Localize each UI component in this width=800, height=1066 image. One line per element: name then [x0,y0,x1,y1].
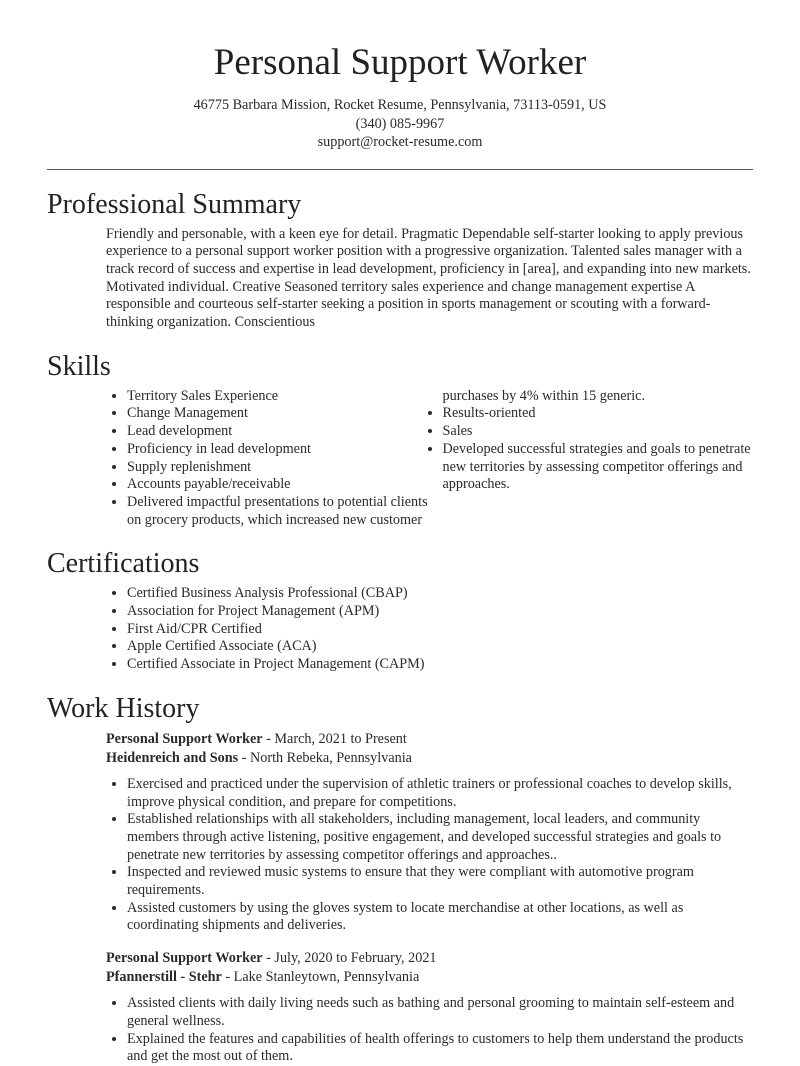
job-bullet: • Assisted customers by using the gloves system to locate merchandise at other locations, as well as coordinating shipments and deliveries. [127,900,753,935]
certifications-heading: Certifications [47,548,200,580]
header-divider [47,169,753,170]
job-bullet: • Established relationships with all stakeholders, including management, local leaders, and community members through active listening, positive engagement, and developed successful strategies and goals to penetrate new territories by assessing competitor offerings and approaches.. [127,811,753,864]
resume-title: Personal Support Worker [213,42,587,83]
skill-item: • Change Management [127,405,439,423]
certification-item: • First Aid/CPR Certified [127,621,753,639]
job-bullet: • Inspected and reviewed music systems to ensure that they were compliant with automotive program requirements. [127,864,753,899]
work-history [106,730,753,1066]
job-bullets [106,776,753,935]
job-bullet: • Assisted clients with daily living needs such as bathing and personal grooming to maintain self-esteem and general wellness. [127,995,753,1030]
summary-heading: Professional Summary [47,188,302,220]
skills-heading: Skills [47,350,111,382]
phone: (340) 085-9967 [355,115,445,132]
summary-text: Friendly and personable, with a keen eye for detail. Pragmatic Dependable self-starter looking to apply previous experience to a personal support worker position with a progressive organization. Talented sales manager with a track record of success and expertise in lead development, proficiency in [area], and expanding into new markets. Motivated individual. Creative Seasoned territory sales experience and change management expertise A responsible and courteous self-starter seeking a position in sports management or scouting with a forward-thinking organization. Conscientious [106,225,751,331]
job-company: Pfannerstill - Stehr [106,969,222,986]
work-history-heading: Work History [47,692,200,724]
skill-item: • Supply replenishment [127,459,439,477]
job-entry [106,730,753,935]
skill-item: • Accounts payable/receivable [127,476,439,494]
job-entry [106,949,753,1066]
certification-item: • Certified Associate in Project Management (CAPM) [127,656,753,674]
job-bullet: • Exercised and practiced under the supervision of athletic trainers or professional coaches to develop skills, improve physical condition, and prepare for competitions. [127,776,753,811]
skill-item: • Proficiency in lead development [127,441,439,459]
job-dates: - March, 2021 to Present [262,730,407,747]
skill-item: • Results-oriented [443,405,755,423]
job-bullets [106,995,753,1066]
certification-item: • Association for Project Management (APM) [127,603,753,621]
skill-item: • Developed successful strategies and goals to penetrate new territories by assessing competitor offerings and approaches. [443,441,755,494]
certifications-list [106,585,753,674]
job-dates: - July, 2020 to February, 2021 [262,950,437,967]
skill-item: • Territory Sales Experience [127,388,439,406]
job-title: Personal Support Worker [106,730,263,747]
email: support@rocket-resume.com [317,134,483,150]
certification-item: • Apple Certified Associate (ACA) [127,638,753,656]
job-location: - Lake Stanleytown, Pennsylvania [221,969,420,986]
job-bullet: • Explained the features and capabilities of health offerings to customers to help them understand the products and get the most out of them. [127,1031,753,1066]
address: 46775 Barbara Mission, Rocket Resume, Pennsylvania, 73113-0591, US [193,97,607,113]
certification-item: • Certified Business Analysis Professional (CBAP) [127,585,753,603]
skills-list [106,388,754,530]
contact-info [47,96,753,152]
skill-item: • Lead development [127,423,439,441]
skill-item: • Delivered impactful presentations to potential clients on grocery products, which increased new customer purchases by 4% within 15 generic. [127,388,754,530]
job-title: Personal Support Worker [106,950,263,967]
skill-item: • Sales [443,423,755,441]
job-location: - North Rebeka, Pennsylvania [238,749,412,766]
job-company: Heidenreich and Sons [106,749,239,766]
